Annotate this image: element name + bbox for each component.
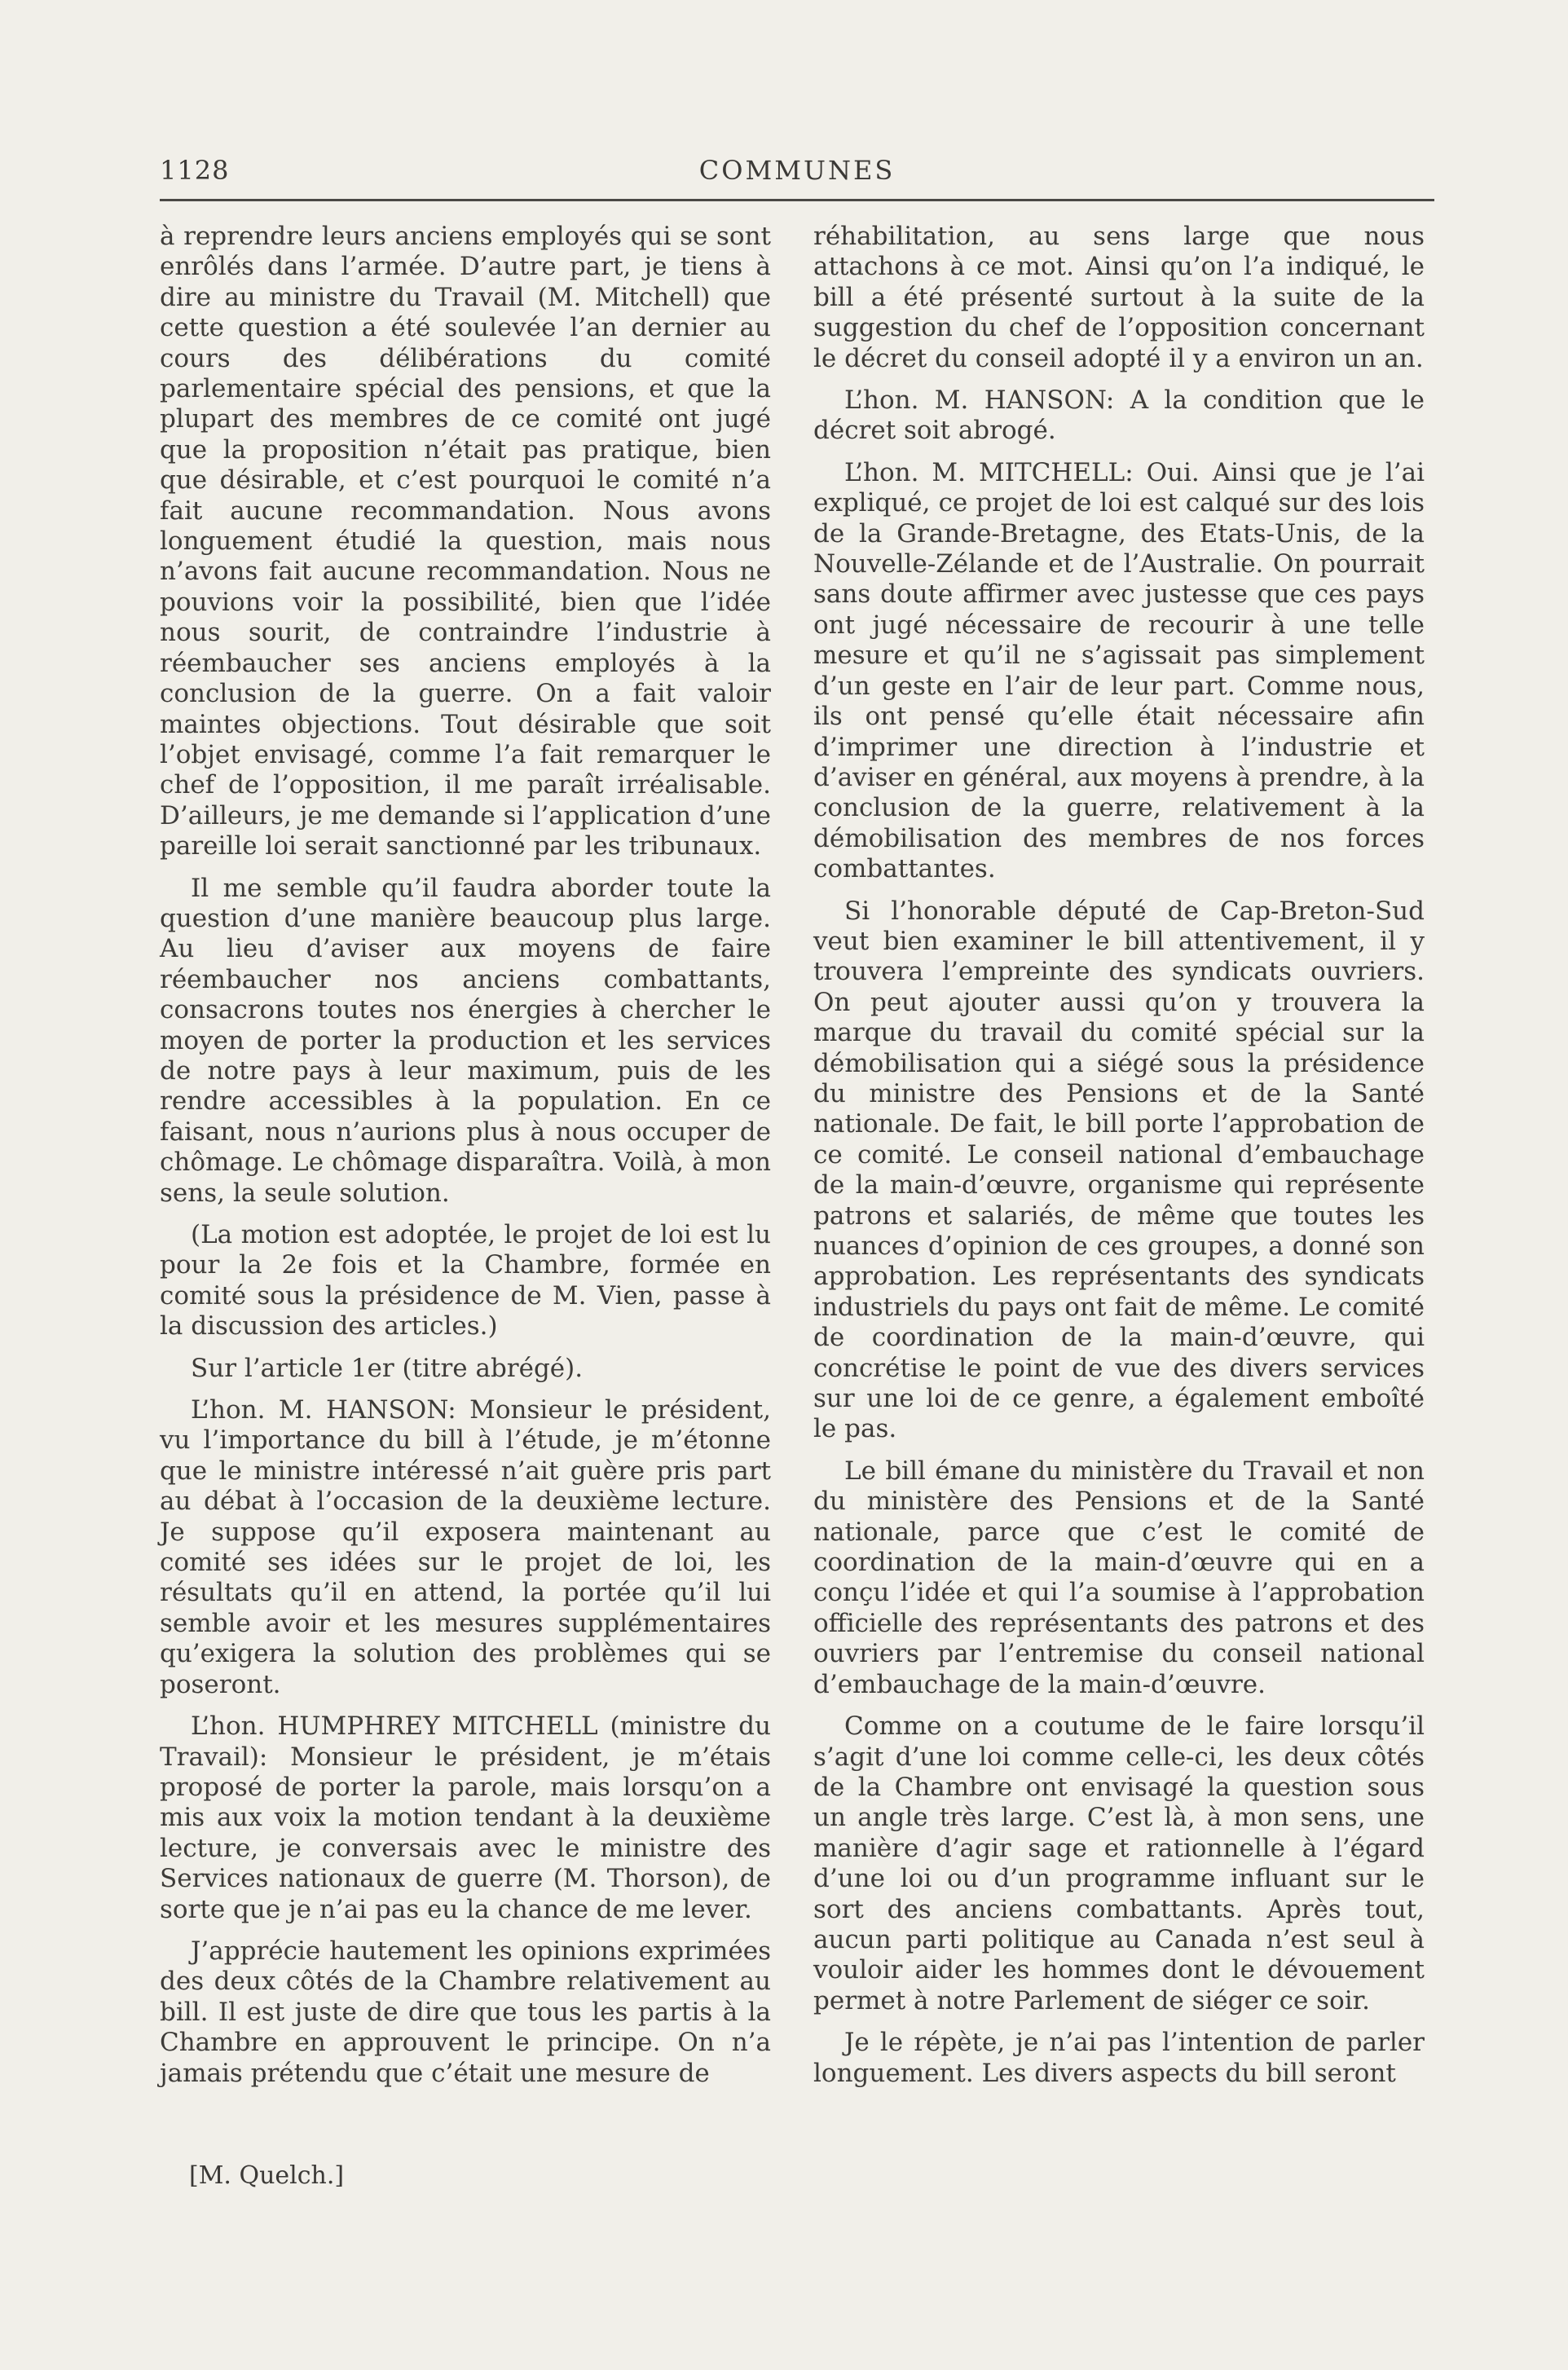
speaker-reference: [M. Quelch.]: [189, 2161, 345, 2190]
paragraph: Si l’honorable député de Cap-Breton-Sud veut bien examiner le bill attentivement, il y trouvera l’empreinte des syndicats ouvriers. On peut ajouter aussi qu’on y trouvera la marque du travail du comité spécial sur la démobilisation qui a siégé sous la présidence du ministre des Pensions et de la Santé nationale. De fait, le bill porte l’approbation de ce comité. Le conseil national d’embauchage de la main-d’œuvre, organisme qui représente patrons et salariés, de même que toutes les nuances d’opinion de ces groupes, a donné son approbation. Les représentants des syndicats industriels du pays ont fait de même. Le comité de coordination de la main-d’œuvre, qui concrétise le point de vue des divers services sur une loi de ce genre, a également emboîté le pas.: [813, 896, 1425, 1444]
paragraph: (La motion est adoptée, le projet de loi est lu pour la 2e fois et la Chambre, formée en comité sous la présidence de M. Vien, passe à la discussion des articles.): [160, 1220, 771, 1341]
paragraph: Je le répète, je n’ai pas l’intention de parler longuement. Les divers aspects du bill seront: [813, 2028, 1425, 2088]
paragraph: Le bill émane du ministère du Travail et non du ministère des Pensions et de la Santé nationale, parce que c’est le comité de coordination de la main-d’œuvre qui en a conçu l’idée et qui l’a soumise à l’approbation officielle des représentants des patrons et des ouvriers par l’entremise du conseil national d’embauchage de la main-d’œuvre.: [813, 1456, 1425, 1699]
paragraph: Comme on a coutume de le faire lorsqu’il s’agit d’une loi comme celle-ci, les deux côtés de la Chambre ont envisagé la question sous un angle très large. C’est là, à mon sens, une manière d’agir sage et rationnelle à l’égard d’une loi ou d’un programme influant sur le sort des anciens combattants. Après tout, aucun parti politique au Canada n’est seul à vouloir aider les hommes dont le dévouement permet à notre Parlement de siéger ce soir.: [813, 1711, 1425, 2015]
page-number: 1128: [160, 155, 230, 186]
right-column: [813, 222, 1425, 2089]
running-head: COMMUNES: [698, 155, 896, 186]
paragraph: à reprendre leurs anciens employés qui se sont enrôlés dans l’armée. D’autre part, je tiens à dire au ministre du Travail (M. Mitchell) que cette question a été soulevée l’an dernier au cours des délibérations du comité parlementaire spécial des pensions, et que la plupart des membres de ce comité ont jugé que la proposition n’était pas pratique, bien que désirable, et c’est pourquoi le comité n’a fait aucune recommandation. Nous avons longuement étudié la question, mais nous n’avons fait aucune recommandation. Nous ne pouvions voir la possibilité, bien que l’idée nous sourit, de contraindre l’industrie à réembaucher ses anciens employés à la conclusion de la guerre. On a fait valoir maintes objections. Tout désirable que soit l’objet envisagé, comme l’a fait remarquer le chef de l’opposition, il me paraît irréalisable. D’ailleurs, je me demande si l’application d’une pareille loi serait sanctionné par les tribunaux.: [160, 222, 771, 861]
page-header: [160, 150, 1434, 191]
header-rule: [160, 199, 1434, 201]
paragraph: L’hon. M. HANSON: Monsieur le président, vu l’importance du bill à l’étude, je m’étonne que le ministre intéressé n’ait guère pris part au débat à l’occasion de la deuxième lecture. Je suppose qu’il exposera maintenant au comité ses idées sur le projet de loi, les résultats qu’il en attend, la portée qu’il lui semble avoir et les mesures supplémentaires qu’exigera la solution des problèmes qui se poseront.: [160, 1395, 771, 1699]
paragraph: Il me semble qu’il faudra aborder toute la question d’une manière beaucoup plus large. Au lieu d’aviser aux moyens de faire réembaucher nos anciens combattants, consacrons toutes nos énergies à chercher le moyen de porter la production et les services de notre pays à leur maximum, puis de les rendre accessibles à la population. En ce faisant, nous n’aurions plus à nous occuper de chômage. Le chômage disparaîtra. Voilà, à mon sens, la seule solution.: [160, 873, 771, 1208]
paragraph: L’hon. M. MITCHELL: Oui. Ainsi que je l’ai expliqué, ce projet de loi est calqué sur des lois de la Grande-Bretagne, des Etats-Unis, de la Nouvelle-Zélande et de l’Australie. On pourrait sans doute affirmer avec justesse que ces pays ont jugé nécessaire de recourir à une telle mesure et qu’il ne s’agissait pas simplement d’un geste en l’air de leur part. Comme nous, ils ont pensé qu’elle était nécessaire afin d’imprimer une direction à l’industrie et d’aviser en général, aux moyens à prendre, à la conclusion de la guerre, relativement à la démobilisation des membres de nos forces combattantes.: [813, 457, 1425, 884]
paragraph: réhabilitation, au sens large que nous attachons à ce mot. Ainsi qu’on l’a indiqué, le bill a été présenté surtout à la suite de la suggestion du chef de l’opposition concernant le décret du conseil adopté il y a environ un an.: [813, 222, 1425, 373]
paragraph: Sur l’article 1er (titre abrégé).: [191, 1353, 584, 1383]
paragraph: L’hon. HUMPHREY MITCHELL (ministre du Travail): Monsieur le président, je m’étais proposé de porter la parole, mais lorsqu’on a mis aux voix la motion tendant à la deuxième lecture, je conversais avec le ministre des Services nationaux de guerre (M. Thorson), de sorte que je n’ai pas eu la chance de me lever.: [160, 1711, 771, 1924]
paragraph: J’apprécie hautement les opinions exprimées des deux côtés de la Chambre relativement au bill. Il est juste de dire que tous les partis à la Chambre en approuvent le principe. On n’a jamais prétendu que c’était une mesure de: [160, 1936, 771, 2088]
paragraph: L’hon. M. HANSON: A la condition que le décret soit abrogé.: [813, 385, 1425, 446]
left-column: [160, 222, 771, 2089]
